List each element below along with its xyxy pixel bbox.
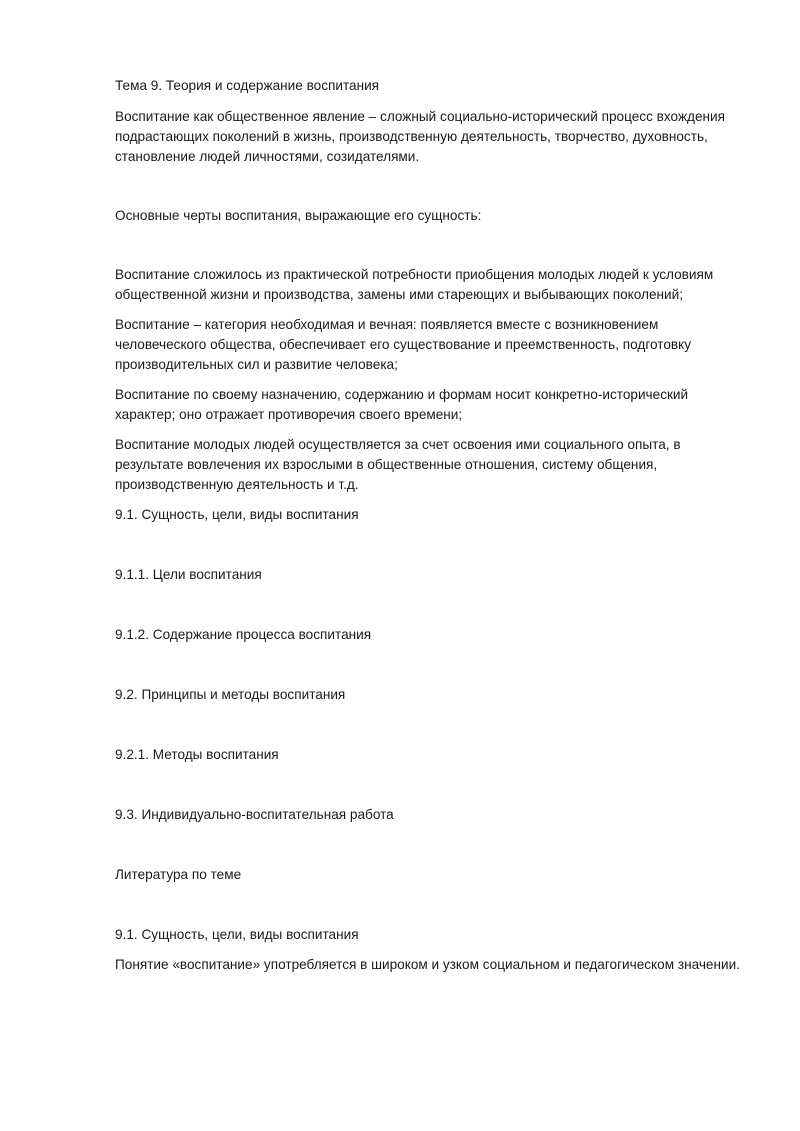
feature-line: человеческого общества, обеспечивает его существование и преемственность, подготовку <box>115 337 692 352</box>
feature-paragraph <box>115 265 755 305</box>
intro-paragraph <box>115 107 755 167</box>
feature-line: Воспитание молодых людей осуществляется за счет освоения ими социального опыта, в <box>115 437 681 452</box>
feature-line: характер; оно отражает противоречия своего времени; <box>115 407 463 422</box>
toc-entry: 9.1.1. Цели воспитания <box>115 567 262 582</box>
feature-line: общественной жизни и производства, замены ими стареющих и выбывающих поколений; <box>115 287 683 302</box>
section-paragraph: Понятие «воспитание» употребляется в широком и узком социальном и педагогическом значении. <box>115 957 740 972</box>
feature-line: Воспитание – категория необходимая и вечная: появляется вместе с возникновением <box>115 317 659 332</box>
intro-line: становление людей личностями, созидателями. <box>115 149 420 164</box>
toc-entry: 9.3. Индивидуально-воспитательная работа <box>115 807 394 822</box>
toc-entry: Литература по теме <box>115 867 242 882</box>
toc-entry: 9.2. Принципы и методы воспитания <box>115 687 346 702</box>
section-heading: 9.1. Сущность, цели, виды воспитания <box>115 927 359 942</box>
feature-line: Воспитание по своему назначению, содержанию и формам носит конкретно-исторический <box>115 387 689 402</box>
features-heading: Основные черты воспитания, выражающие его сущность: <box>115 208 482 223</box>
document-title: Тема 9. Теория и содержание воспитания <box>115 78 380 93</box>
intro-line: подрастающих поколений в жизнь, производственную деятельность, творчество, духовность, <box>115 129 708 144</box>
document-body <box>115 76 755 975</box>
feature-line: производственную деятельность и т.д. <box>115 477 359 492</box>
toc-entry: 9.1.2. Содержание процесса воспитания <box>115 627 372 642</box>
intro-line: Воспитание как общественное явление – сложный социально-исторический процесс вхождения <box>115 109 725 124</box>
feature-paragraph <box>115 385 755 425</box>
feature-line: производительных сил и развитие человека; <box>115 357 398 372</box>
toc-entry: 9.1. Сущность, цели, виды воспитания <box>115 507 359 522</box>
feature-line: результате вовлечения их взрослыми в общественные отношения, систему общения, <box>115 457 658 472</box>
feature-paragraph <box>115 435 755 495</box>
feature-line: Воспитание сложилось из практической потребности приобщения молодых людей к условиям <box>115 267 714 282</box>
feature-paragraph <box>115 315 755 375</box>
toc-entry: 9.2.1. Методы воспитания <box>115 747 279 762</box>
